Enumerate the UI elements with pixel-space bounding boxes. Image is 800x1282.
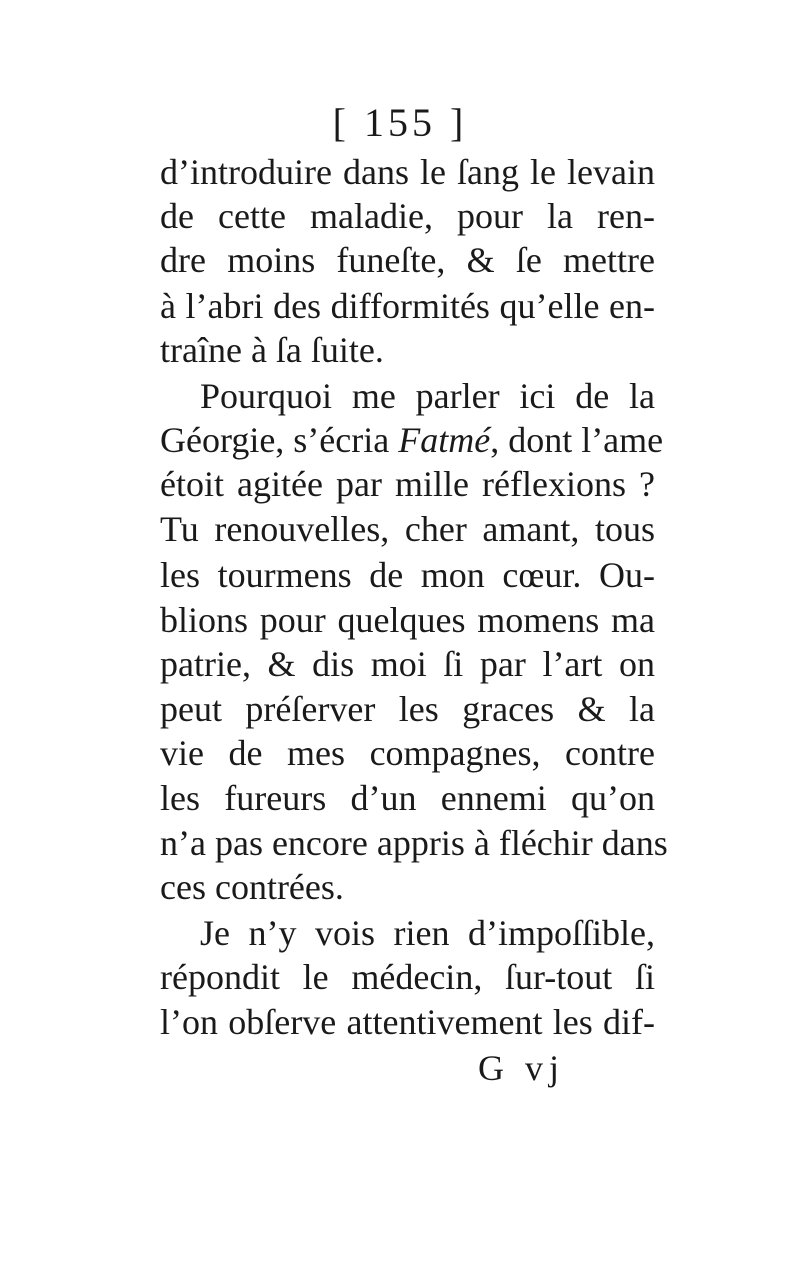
text-segment: Géorgie, s’écria [160, 420, 390, 460]
text-line: les fureurs d’un ennemi qu’on [160, 778, 655, 818]
text-line: Pourquoi me parler ici de la [200, 376, 655, 416]
text-line: blions pour quelques momens ma [160, 600, 655, 640]
text-line: dre moins funeſte, & ſe mettre [160, 240, 655, 280]
text-line: traîne à ſa ſuite. [160, 330, 384, 370]
text-line: n’a pas encore appris à fléchir dans [160, 823, 668, 863]
character-name: Fatmé [398, 420, 491, 460]
text-line: peut préſerver les graces & la [160, 689, 655, 729]
text-segment: , dont l’ame [490, 420, 664, 460]
text-line: les tourmens de mon cœur. Ou- [160, 555, 655, 595]
text-line: à l’abri des difformités qu’elle en- [160, 286, 655, 326]
signature-mark: G vj [478, 1048, 565, 1088]
text-line: Tu renouvelles, cher amant, tous [160, 509, 655, 549]
page-number: [ 155 ] [332, 100, 468, 145]
text-line: l’on obſerve attentivement les dif- [160, 1002, 655, 1042]
text-line: patrie, & dis moi ſi par l’art on [160, 644, 655, 684]
text-line: de cette maladie, pour la ren- [160, 196, 655, 236]
text-line: d’introduire dans le ſang le levain [160, 152, 655, 192]
text-line-with-name [160, 418, 664, 462]
text-line: étoit agitée par mille réflexions ? [160, 464, 655, 504]
text-line: vie de mes compagnes, contre [160, 733, 655, 773]
text-line: Je n’y vois rien d’impoſſible, [200, 913, 655, 953]
text-line: ces contrées. [160, 867, 344, 907]
text-line: répondit le médecin, ſur-tout ſi [160, 957, 655, 997]
